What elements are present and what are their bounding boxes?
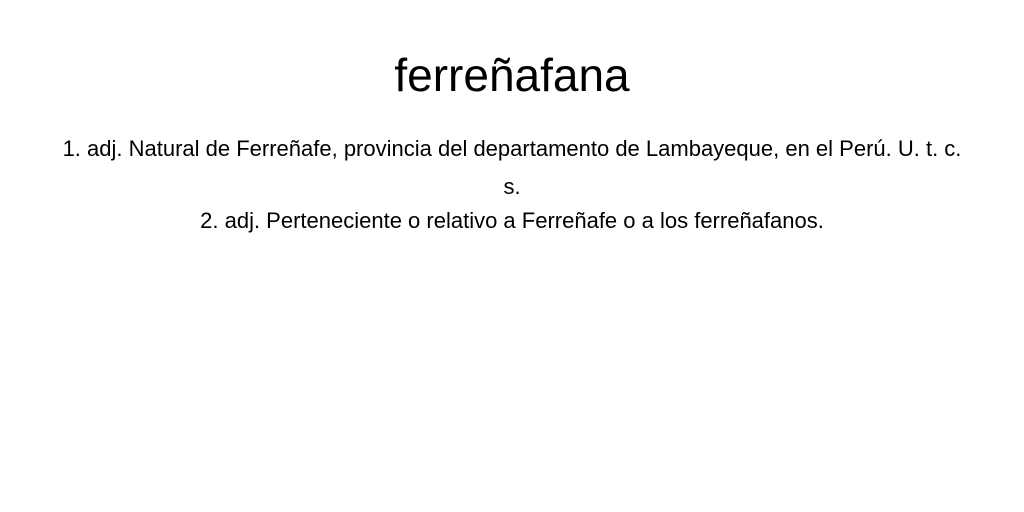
definition-list [60,130,964,236]
entry-headword: ferreñafana [394,49,630,101]
definition-item: 2. adj. Perteneciente o relativo a Ferreñafe o a los ferreñafanos. [200,208,824,233]
definition-item: 1. adj. Natural de Ferreñafe, provincia del departamento de Lambayeque, en el Perú. U. t. c. s. [62,136,962,199]
